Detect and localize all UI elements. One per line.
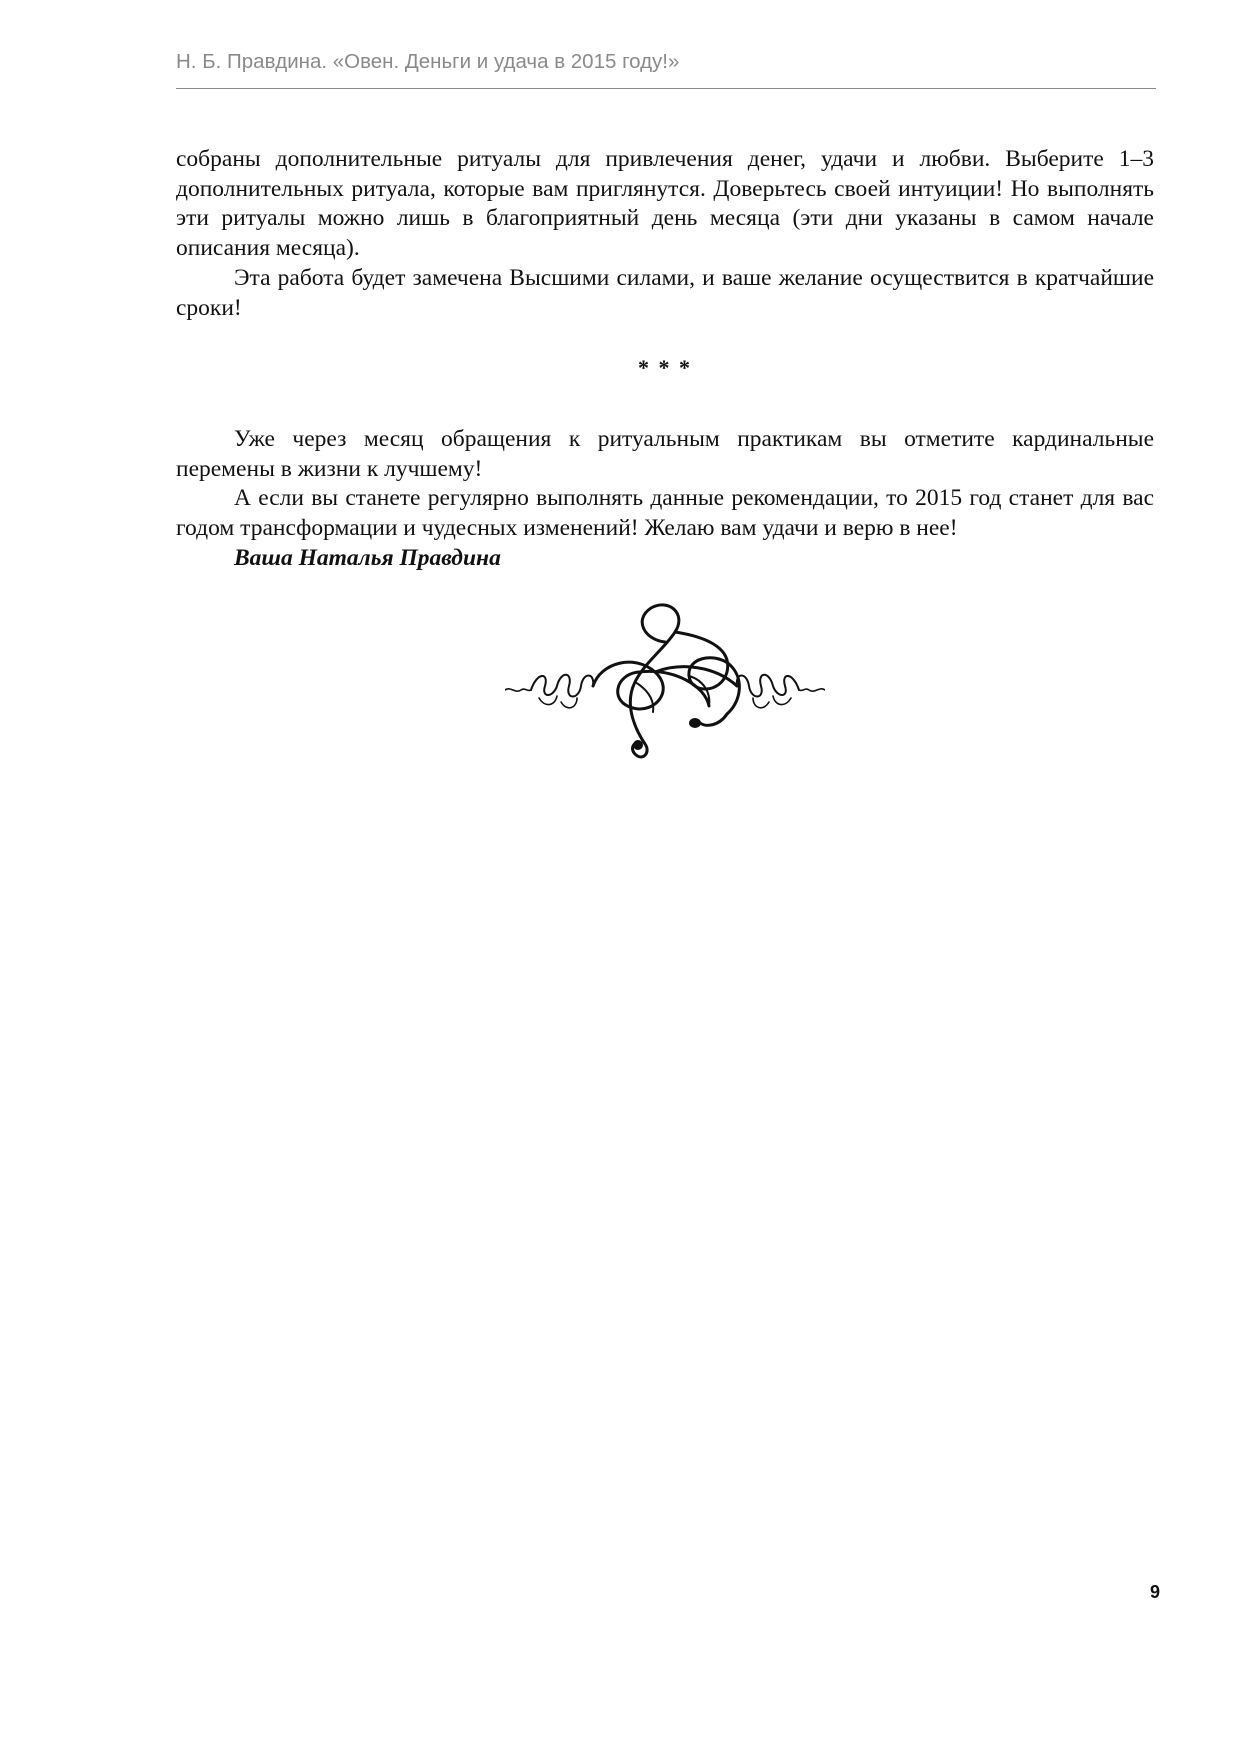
- header-rule: [176, 88, 1156, 89]
- calligraphic-flourish-icon: [505, 602, 825, 772]
- paragraph: Эта работа будет замечена Высшими силами, и ваше желание осуществится в кратчайшие сроки!: [176, 264, 1154, 321]
- paragraph: Уже через месяц обращения к ритуальным практикам вы отметите кардинальные перемены в жизни к лучшему!: [176, 426, 1154, 482]
- author-signature: Ваша Наталья Правдина: [234, 544, 501, 571]
- text-block-bottom: [176, 425, 1154, 574]
- page-number: 9: [1149, 1582, 1160, 1602]
- text-block-top: [176, 145, 1154, 323]
- section-separator: * * *: [638, 355, 692, 380]
- running-header: Н. Б. Правдина. «Овен. Деньги и удача в 2015 году!»: [176, 50, 680, 73]
- paragraph: А если вы станете регулярно выполнять данные рекомендации, то 2015 год станет для вас годом трансформации и чудесных изменений! Желаю вам удачи и верю в нее!: [176, 485, 1154, 542]
- paragraph: собраны дополнительные ритуалы для привлечения денег, удачи и любви. Выберите 1–3 дополнительных ритуала, которые вам приглянутся. Доверьтесь своей интуиции! Но выполнять эти ритуалы можно лишь в благоприятный день месяца (эти дни указаны в самом начале описания месяца).: [176, 146, 1154, 262]
